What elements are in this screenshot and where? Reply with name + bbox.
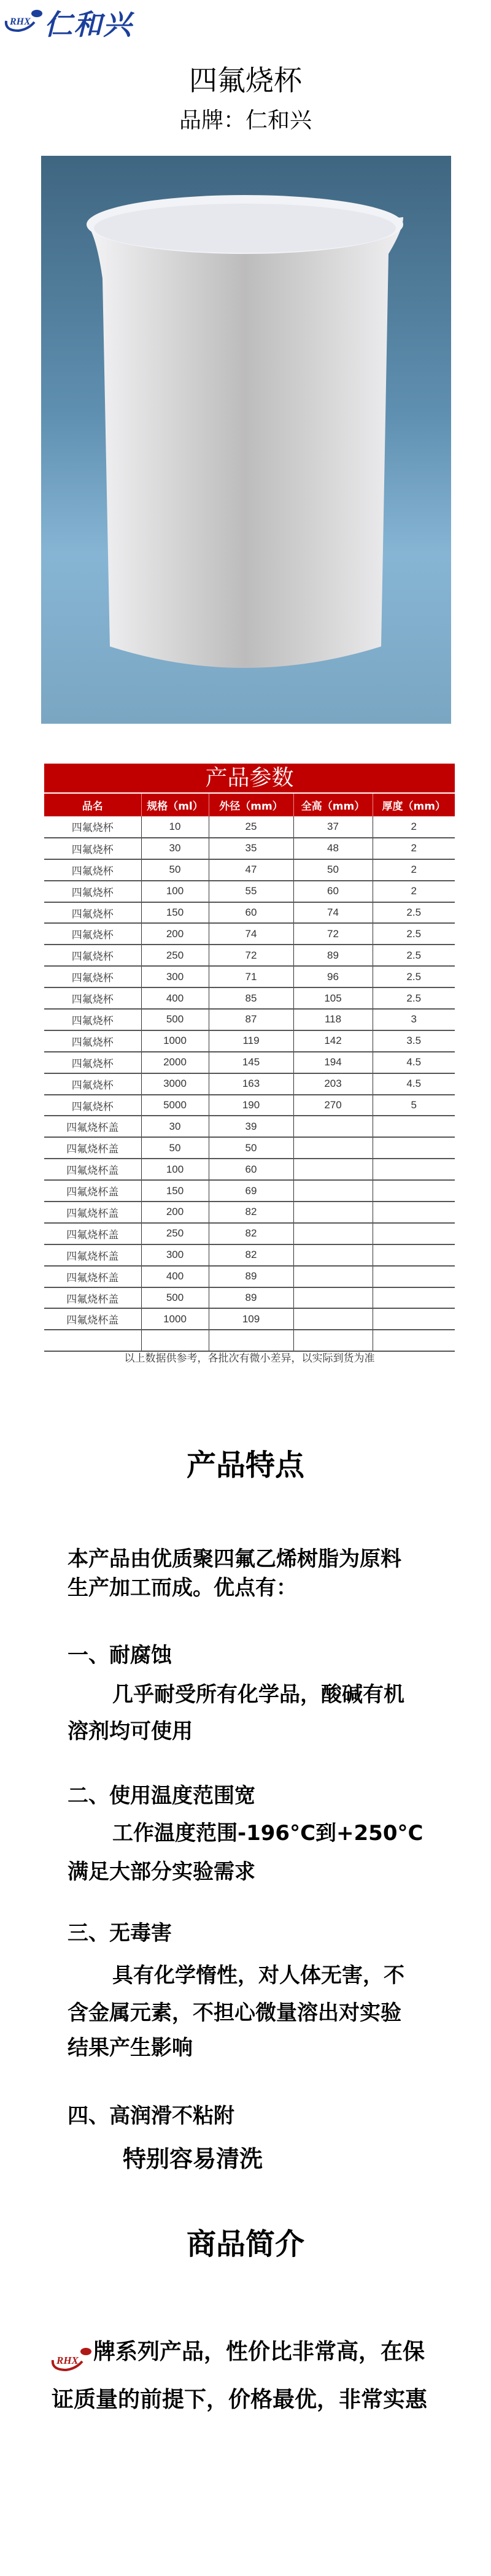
table-row [44,1266,455,1287]
table-cell: 四氟烧杯 [44,923,141,945]
table-cell: 2.5 [373,945,455,966]
feature-heading: 一、耐腐蚀 [68,1643,172,1668]
svg-text:RHX: RHX [56,2355,79,2366]
table-row [44,1052,455,1073]
table-cell: 60 [209,902,293,924]
table-cell: 5000 [141,1095,209,1116]
table-cell: 四氟烧杯 [44,1030,141,1052]
table-cell [293,1202,373,1223]
table-row [44,1244,455,1266]
feature-heading: 二、使用温度范围宽 [68,1784,255,1808]
table-cell: 30 [141,1116,209,1137]
table-cell [293,1266,373,1287]
table-cell: 2000 [141,1052,209,1073]
table-cell: 39 [209,1116,293,1137]
table-cell: 250 [141,1223,209,1244]
table-cell [293,1137,373,1159]
brand-line: 品牌：仁和兴 [179,108,312,133]
table-cell: 50 [141,859,209,881]
table-cell [293,1330,373,1351]
table-cell [373,1137,455,1159]
table-cell: 89 [209,1266,293,1287]
table-cell [293,1244,373,1266]
rhx-brand-mark-icon [50,2344,92,2374]
column-header: 全高（mm） [293,793,373,816]
table-cell: 2 [373,816,455,838]
table-cell [373,1287,455,1309]
table-cell: 82 [209,1244,293,1266]
feature-heading: 三、无毒害 [68,1921,172,1945]
table-cell: 300 [141,966,209,987]
table-cell: 82 [209,1223,293,1244]
feature-text: 结果产生影响 [68,2036,193,2060]
table-cell: 2 [373,881,455,902]
table-cell: 四氟烧杯 [44,966,141,987]
table-cell: 89 [293,945,373,966]
table-cell: 4.5 [373,1073,455,1095]
table-cell: 四氟烧杯 [44,859,141,881]
table-cell: 2 [373,859,455,881]
table-cell: 1000 [141,1030,209,1052]
table-cell [293,1180,373,1202]
table-cell: 145 [209,1052,293,1073]
table-cell: 200 [141,923,209,945]
spec-table [44,764,455,1352]
table-cell: 69 [209,1180,293,1202]
table-cell [373,1244,455,1266]
table-cell: 四氟烧杯 [44,902,141,924]
table-cell [373,1308,455,1330]
table-cell: 270 [293,1095,373,1116]
page-title: 四氟烧杯 [189,64,302,97]
table-cell: 四氟烧杯盖 [44,1116,141,1137]
intro-line: 证质量的前提下，价格最优，非常实惠 [52,2387,428,2412]
table-cell: 25 [209,816,293,838]
table-cell: 47 [209,859,293,881]
table-cell: 5 [373,1095,455,1116]
table-row [44,1180,455,1202]
table-cell: 72 [209,945,293,966]
table-cell: 2.5 [373,966,455,987]
table-row [44,1287,455,1309]
table-cell: 2.5 [373,987,455,1009]
table-cell: 四氟烧杯 [44,1073,141,1095]
table-cell [293,1287,373,1309]
table-cell: 150 [141,1180,209,1202]
table-cell: 72 [293,923,373,945]
table-cell [141,1330,209,1351]
table-cell: 150 [141,902,209,924]
product-photo [41,156,451,724]
table-note: 以上数据供参考，各批次有微小差异，以实际到货为准 [124,1352,375,1365]
table-cell: 48 [293,838,373,859]
table-cell: 50 [293,859,373,881]
table-cell: 105 [293,987,373,1009]
table-row [44,1330,455,1351]
table-cell: 203 [293,1073,373,1095]
table-cell [373,1330,455,1351]
table-row [44,945,455,966]
table-cell: 四氟烧杯 [44,1009,141,1030]
table-cell: 74 [293,902,373,924]
table-cell: 3000 [141,1073,209,1095]
table-row [44,881,455,902]
table-row [44,923,455,945]
features-title: 产品特点 [186,1448,304,1482]
table-cell: 10 [141,816,209,838]
table-cell: 四氟烧杯 [44,1052,141,1073]
table-cell: 2.5 [373,923,455,945]
table-row [44,1073,455,1095]
table-cell: 89 [209,1287,293,1309]
table-cell: 500 [141,1287,209,1309]
table-cell: 100 [141,1159,209,1180]
table-cell: 四氟烧杯 [44,838,141,859]
table-cell: 1000 [141,1308,209,1330]
feature-text: 特别容易清洗 [123,2145,263,2172]
table-cell: 87 [209,1009,293,1030]
table-cell: 四氟烧杯盖 [44,1244,141,1266]
table-cell: 四氟烧杯盖 [44,1137,141,1159]
table-cell: 118 [293,1009,373,1030]
svg-text:RHX: RHX [10,17,31,27]
table-cell [293,1159,373,1180]
table-cell: 2.5 [373,902,455,924]
table-cell [209,1330,293,1351]
table-cell: 190 [209,1095,293,1116]
feature-text: 几乎耐受所有化学品，酸碱有机 [112,1682,404,1707]
logo-text: 仁和兴 [44,8,133,41]
table-cell: 四氟烧杯 [44,816,141,838]
rhx-logo-mark-icon [4,7,43,34]
table-row [44,1159,455,1180]
table-cell: 50 [141,1137,209,1159]
table-row [44,987,455,1009]
feature-text: 溶剂均可使用 [68,1719,193,1744]
brand-logo [4,5,176,41]
table-cell: 四氟烧杯 [44,987,141,1009]
table-row [44,1223,455,1244]
table-cell [373,1202,455,1223]
table-row [44,1202,455,1223]
table-cell: 四氟烧杯盖 [44,1202,141,1223]
table-row [44,1009,455,1030]
table-cell: 96 [293,966,373,987]
table-cell: 200 [141,1202,209,1223]
table-cell [373,1266,455,1287]
table-cell: 四氟烧杯盖 [44,1223,141,1244]
table-cell: 55 [209,881,293,902]
table-row [44,902,455,924]
table-row [44,838,455,859]
table-cell: 30 [141,838,209,859]
table-cell: 3.5 [373,1030,455,1052]
table-row [44,1137,455,1159]
column-header: 厚度（mm） [373,793,455,816]
features-intro-line: 生产加工而成。优点有： [68,1576,297,1600]
table-cell: 四氟烧杯 [44,881,141,902]
table-cell: 四氟烧杯 [44,945,141,966]
feature-heading: 四、高润滑不粘附 [68,2104,234,2128]
ptfe-beaker-image [41,156,451,724]
table-cell: 四氟烧杯盖 [44,1287,141,1309]
table-cell: 109 [209,1308,293,1330]
table-cell [293,1308,373,1330]
table-cell: 37 [293,816,373,838]
table-cell: 74 [209,923,293,945]
table-cell: 60 [209,1159,293,1180]
table-cell: 4.5 [373,1052,455,1073]
table-cell: 3 [373,1009,455,1030]
intro-title: 商品简介 [186,2227,304,2261]
table-cell: 194 [293,1052,373,1073]
feature-text: 工作温度范围-196°C到+250°C [112,1821,423,1846]
table-cell: 71 [209,966,293,987]
table-cell: 四氟烧杯盖 [44,1308,141,1330]
table-cell: 119 [209,1030,293,1052]
table-row [44,1095,455,1116]
table-cell: 四氟烧杯盖 [44,1159,141,1180]
table-row [44,966,455,987]
table-cell: 82 [209,1202,293,1223]
table-cell: 四氟烧杯 [44,1095,141,1116]
column-header: 品名 [44,793,141,816]
spec-table-title: 产品参数 [44,764,455,792]
table-row [44,1308,455,1330]
table-cell [293,1223,373,1244]
table-cell: 250 [141,945,209,966]
table-row [44,1116,455,1137]
table-cell: 142 [293,1030,373,1052]
features-intro-line: 本产品由优质聚四氟乙烯树脂为原料 [68,1547,401,1571]
column-header: 规格（ml） [141,793,209,816]
table-cell: 100 [141,881,209,902]
table-cell [373,1180,455,1202]
feature-text: 含金属元素，不担心微量溶出对实验 [68,2001,401,2025]
table-cell [44,1330,141,1351]
table-cell: 300 [141,1244,209,1266]
table-cell: 400 [141,987,209,1009]
feature-text: 具有化学惰性，对人体无害，不 [112,1963,404,1988]
intro-line: 牌系列产品，性价比非常高，在保 [93,2339,425,2364]
table-cell: 四氟烧杯盖 [44,1266,141,1287]
table-cell: 500 [141,1009,209,1030]
table-cell [373,1223,455,1244]
table-cell: 2 [373,838,455,859]
table-row [44,816,455,838]
table-cell: 85 [209,987,293,1009]
table-cell: 35 [209,838,293,859]
table-cell: 400 [141,1266,209,1287]
table-cell: 163 [209,1073,293,1095]
table-cell: 50 [209,1137,293,1159]
feature-text: 满足大部分实验需求 [68,1860,255,1884]
table-row [44,859,455,881]
column-header: 外径（mm） [209,793,293,816]
table-cell: 四氟烧杯盖 [44,1180,141,1202]
table-cell [373,1159,455,1180]
table-cell: 60 [293,881,373,902]
table-cell [293,1116,373,1137]
table-row [44,1030,455,1052]
table-cell [373,1116,455,1137]
